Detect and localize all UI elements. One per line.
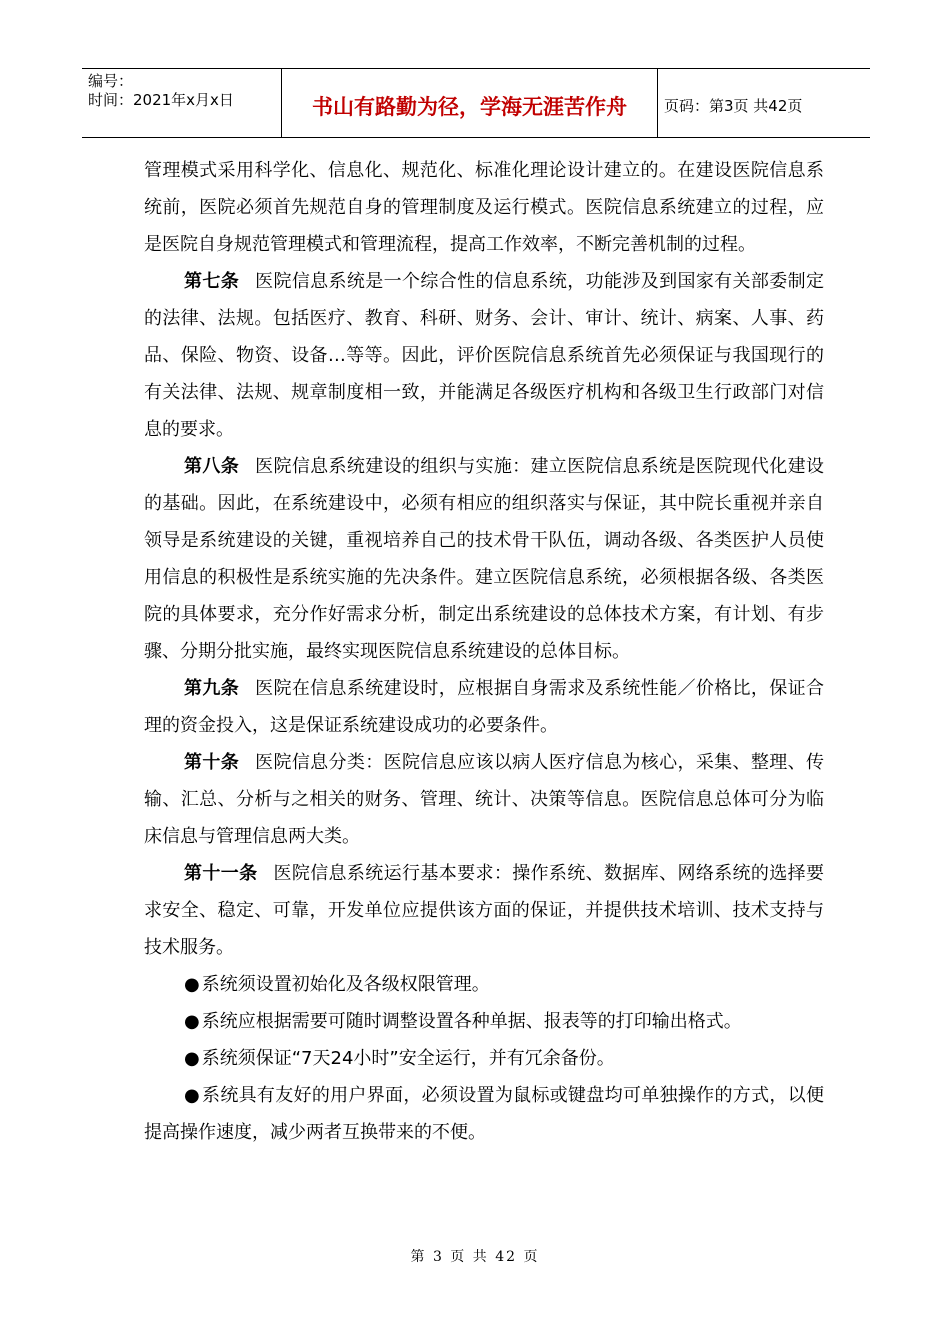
- bullet-dot-icon: ●: [184, 1085, 201, 1106]
- time-label: 时间：2021年x月x日: [88, 91, 234, 109]
- bullet-text: 系统须设置初始化及各级权限管理。: [201, 974, 490, 995]
- paragraph-continuation: [144, 152, 824, 263]
- article-8: [144, 448, 824, 670]
- bullet-text: 系统须保证“7天24小时”安全运行，并有冗余备份。: [201, 1048, 615, 1069]
- bullet-text: 系统具有友好的用户界面，必须设置为鼠标或键盘均可单独操作的方式，以便提高操作速度，减少两者互换带来的不便。: [144, 1085, 824, 1143]
- article-heading: 第八条: [184, 456, 240, 477]
- article-11: [144, 855, 824, 966]
- bullet-item: [144, 1077, 824, 1151]
- article-9: [144, 670, 824, 744]
- article-heading: 第十条: [184, 752, 240, 773]
- paragraph-text: 管理模式采用科学化、信息化、规范化、标准化理论设计建立的。在建设医院信息系统前，医院必须首先规范自身的管理制度及运行模式。医院信息系统建立的过程，应是医院自身规范管理模式和管理流程，提高工作效率，不断完善机制的过程。: [144, 160, 824, 255]
- bullet-text: 系统应根据需要可随时调整设置各种单据、报表等的打印输出格式。: [201, 1011, 742, 1032]
- paragraph-text: 医院信息系统是一个综合性的信息系统，功能涉及到国家有关部委制定的法律、法规。包括医疗、教育、科研、财务、会计、审计、统计、病案、人事、药品、保险、物资、设备…等等。因此，评价医院信息系统首先必须保证与我国现行的有关法律、法规、规章制度相一致，并能满足各级医疗机构和各级卫生行政部门对信息的要求。: [144, 271, 824, 440]
- bullet-dot-icon: ●: [184, 1048, 200, 1069]
- paragraph-text: 医院在信息系统建设时，应根据自身需求及系统性能／价格比，保证合理的资金投入，这是保证系统建设成功的必要条件。: [144, 678, 824, 736]
- article-7: [144, 263, 824, 448]
- document-body: [144, 152, 824, 1151]
- page-footer: 第 3 页 共 42 页: [410, 1249, 540, 1265]
- paragraph-text: 医院信息分类：医院信息应该以病人医疗信息为核心，采集、整理、传输、汇总、分析与之相关的财务、管理、统计、决策等信息。医院信息总体可分为临床信息与管理信息两大类。: [144, 752, 824, 847]
- article-heading: 第七条: [184, 271, 240, 292]
- paragraph-text: 医院信息系统运行基本要求：操作系统、数据库、网络系统的选择要求安全、稳定、可靠，开发单位应提供该方面的保证，并提供技术培训、技术支持与技术服务。: [144, 863, 825, 958]
- header-page-code: 页码：第3页 共42页: [664, 96, 803, 115]
- number-label: 编号：: [88, 72, 134, 90]
- article-heading: 第九条: [184, 678, 240, 699]
- article-heading: 第十一条: [184, 863, 258, 884]
- page-header: [82, 68, 870, 138]
- bullet-dot-icon: ●: [184, 974, 200, 995]
- paragraph-text: 医院信息系统建设的组织与实施：建立医院信息系统是医院现代化建设的基础。因此，在系统建设中，必须有相应的组织落实与保证，其中院长重视并亲自领导是系统建设的关键，重视培养自己的技术骨干队伍，调动各级、各类医护人员使用信息的积极性是系统实施的先决条件。建立医院信息系统，必须根据各级、各类医院的具体要求，充分作好需求分析，制定出系统建设的总体技术方案，有计划、有步骤、分期分批实施，最终实现医院信息系统建设的总体目标。: [144, 456, 824, 662]
- article-10: [144, 744, 824, 855]
- bullet-item: [144, 966, 824, 1003]
- header-meta: [82, 69, 282, 137]
- header-motto: 书山有路勤为径，学海无涯苦作舟: [282, 69, 658, 137]
- bullet-item: [144, 1040, 824, 1077]
- bullet-item: [144, 1003, 824, 1040]
- bullet-dot-icon: ●: [184, 1011, 200, 1032]
